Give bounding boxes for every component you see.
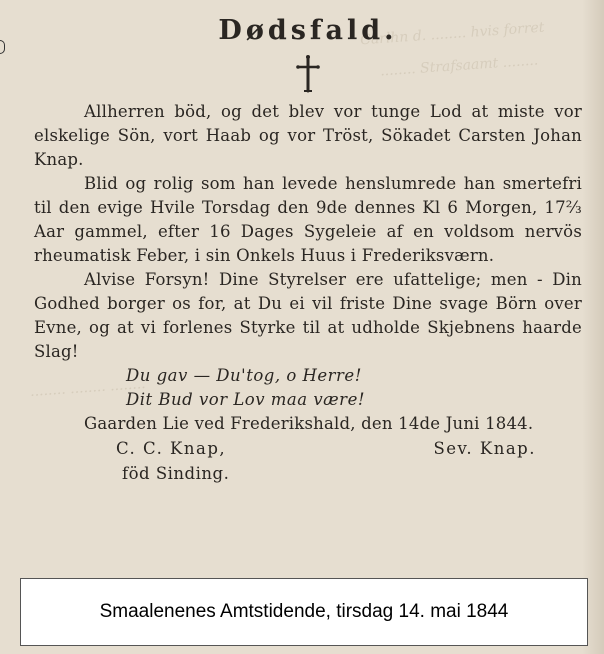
verse-line: Dit Bud vor Lov maa være! [126, 390, 365, 409]
notice-title: Dødsfald. [218, 15, 398, 46]
signature-left-note: föd Sinding. [122, 464, 230, 483]
caption-text: Smaalenenes Amtstidende, tirsdag 14. mai 1844 [99, 601, 509, 622]
paper-edge-shadow [582, 0, 604, 654]
paragraph-details: Blid og rolig som han levede henslumrede han smertefri til den evige Hvile Torsdag den 9de dennes Kl 6 Morgen, 17⅔ Aar gammel, efter 16 Dages Sygeleie af en voldsom nervös rheumatisk Feber, i sin Onkels Huus i Frederiksværn. [34, 174, 582, 265]
signature-row [116, 436, 584, 462]
verse-line: Du gav — Du'tog, o Herre! [126, 366, 362, 385]
margin-mark [0, 40, 5, 54]
death-notice [34, 12, 582, 486]
cross-icon [294, 54, 322, 94]
place-date-line: Gaarden Lie ved Frederikshald, den 14de Juni 1844. [84, 414, 534, 433]
paragraph-providence: Alvise Forsyn! Dine Styrelser ere ufattelige; men - Din Godhed borger os for, at Du ei vil friste Dine svage Börn over Evne, og at vi forlenes Styrke til at udholde Skjebnens haarde Slag! [34, 270, 582, 361]
bleed-through-text: ........ Strafsaamt ........ [379, 52, 539, 80]
paragraph-announcement: Allherren böd, og det blev vor tunge Lod at miste vor elskelige Sön, vort Haab og vor Tröst, Sökadet Carsten Johan Knap. [34, 102, 582, 169]
signature-right: Sev. Knap. [433, 439, 536, 458]
caption-box [20, 578, 588, 646]
signature-left: C. C. Knap, [116, 439, 227, 458]
bleed-through-text: ........ ........ ........ [29, 375, 147, 401]
bleed-through-text: Carlhn d. ........ hvis forret [359, 19, 545, 49]
